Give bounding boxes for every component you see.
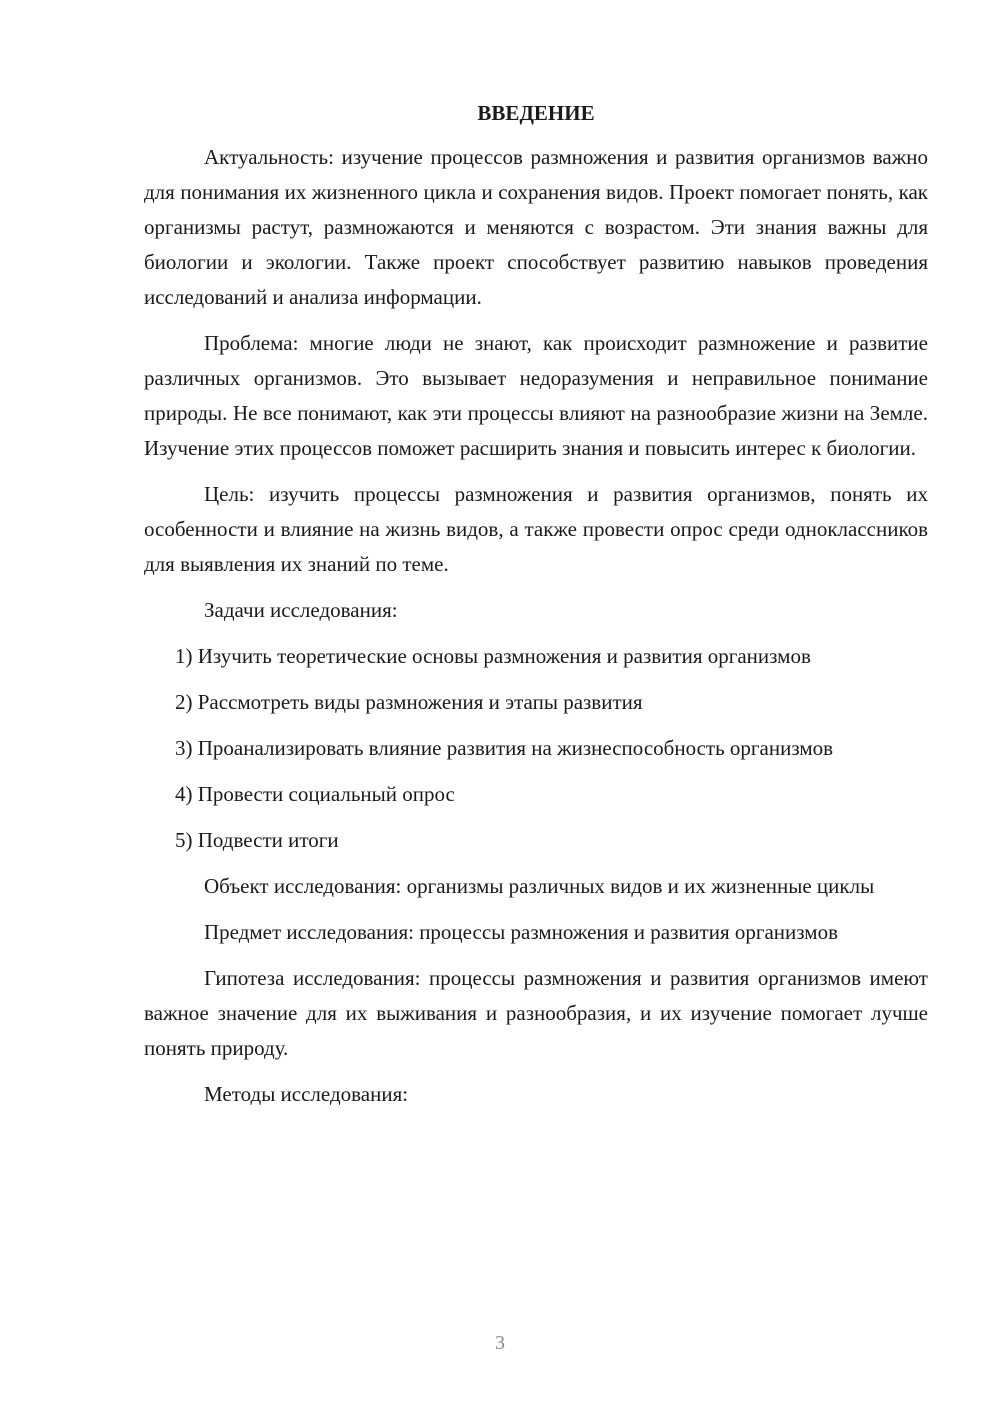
paragraph-object: Объект исследования: организмы различных видов и их жизненные циклы — [204, 874, 875, 898]
page-content — [144, 96, 928, 1123]
paragraph-goal: Цель: изучить процессы размножения и развития организмов, понять их особенности и влияние на жизнь видов, а также провести опрос среди одноклассников для выявления их знаний по теме. — [144, 482, 928, 576]
section-heading: ВВЕДЕНИЕ — [477, 101, 595, 125]
task-item-3: 3) Проанализировать влияние развития на жизнеспособность организмов — [175, 736, 834, 760]
task-item-1: 1) Изучить теоретические основы размножения и развития организмов — [175, 644, 811, 668]
methods-heading: Методы исследования: — [204, 1082, 409, 1106]
tasks-heading: Задачи исследования: — [204, 598, 398, 622]
paragraph-problem: Проблема: многие люди не знают, как происходит размножение и развитие различных организмов. Это вызывает недоразумения и неправильное понимание природы. Не все понимают, как эти процессы влияют на разнообразие жизни на Земле. Изучение этих процессов поможет расширить знания и повысить интерес к биологии. — [144, 331, 928, 460]
paragraph-hypothesis: Гипотеза исследования: процессы размножения и развития организмов имеют важное значение для их выживания и разнообразия, и их изучение помогает лучше понять природу. — [144, 966, 928, 1060]
task-item-5: 5) Подвести итоги — [175, 828, 339, 852]
task-item-4: 4) Провести социальный опрос — [175, 782, 455, 806]
paragraph-relevance: Актуальность: изучение процессов размножения и развития организмов важно для понимания их жизненного цикла и сохранения видов. Проект помогает понять, как организмы растут, размножаются и меняются с возрастом. Эти знания важны для биологии и экологии. Также проект способствует развитию навыков проведения исследований и анализа информации. — [144, 145, 928, 309]
page-number: 3 — [495, 1332, 505, 1354]
task-item-2: 2) Рассмотреть виды размножения и этапы развития — [175, 690, 643, 714]
paragraph-subject: Предмет исследования: процессы размножения и развития организмов — [204, 920, 838, 944]
